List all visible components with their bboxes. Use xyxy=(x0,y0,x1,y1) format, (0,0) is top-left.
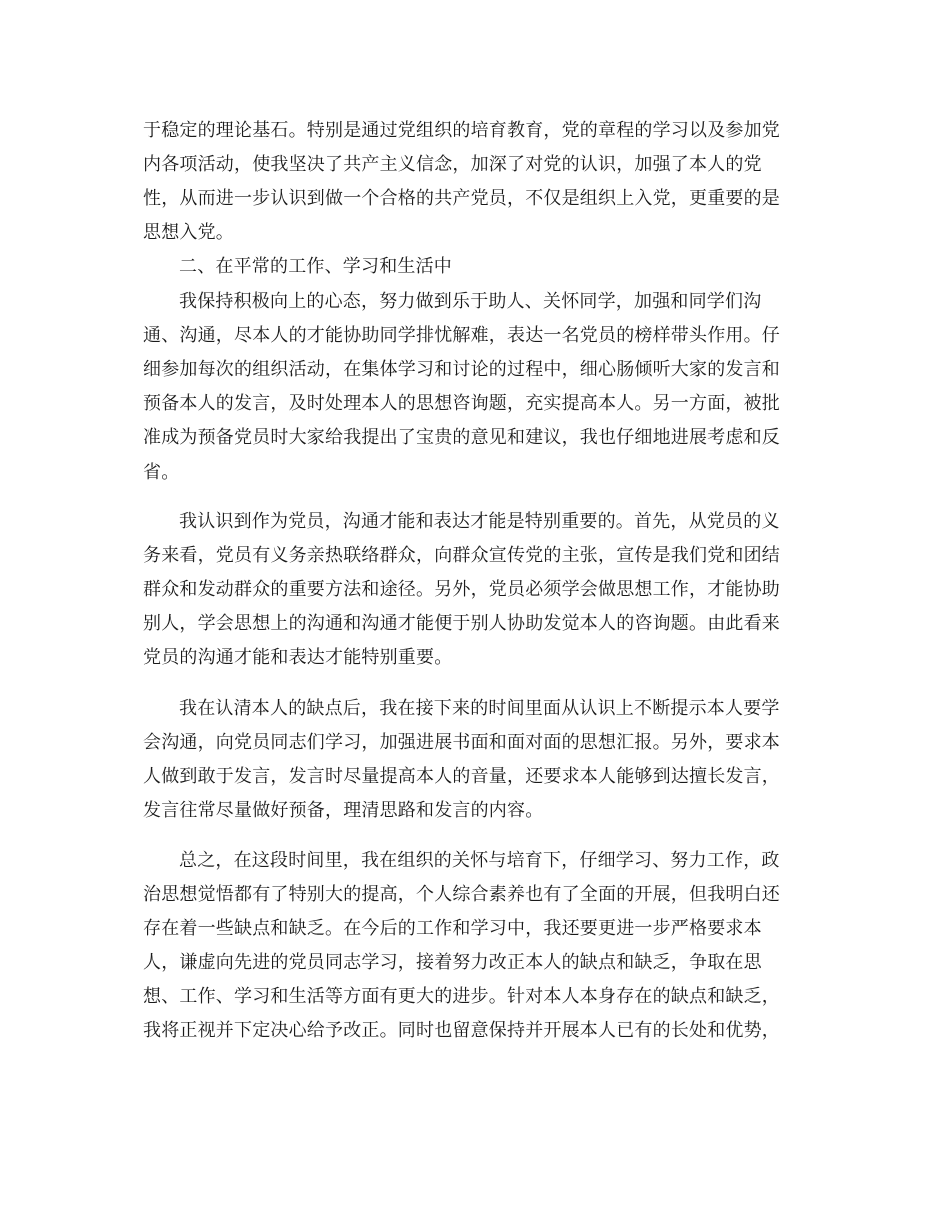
text-line: 群众和发动群众的重要方法和途径。另外，党员必须学会做思想工作，才能协助 xyxy=(143,579,780,600)
text-line: 我将正视并下定决心给予改正。同时也留意保持并开展本人已有的长处和优势， xyxy=(143,1020,780,1041)
text-line: 总之，在这段时间里，我在组织的关怀与培育下，仔细学习、努力工作，政 xyxy=(179,850,780,871)
text-line: 务来看，党员有义务亲热联络群众，向群众宣传党的主张，宣传是我们党和团结 xyxy=(143,545,780,566)
text-line: 于稳定的理论基石。特别是通过党组织的培育教育，党的章程的学习以及参加党 xyxy=(143,120,780,141)
text-line: 治思想觉悟都有了特别大的提高，个人综合素养也有了全面的开展，但我明白还 xyxy=(143,884,780,905)
text-line: 存在着一些缺点和缺乏。在今后的工作和学习中，我还要更进一步严格要求本 xyxy=(143,918,762,939)
text-line: 性，从而进一步认识到做一个合格的共产党员，不仅是组织上入党，更重要的是 xyxy=(143,188,780,209)
section-heading: 二、在平常的工作、学习和生活中 xyxy=(179,256,452,277)
text-line: 人做到敢于发言，发言时尽量提高本人的音量，还要求本人能够到达擅长发言， xyxy=(143,766,780,787)
text-line: 我认识到作为党员，沟通才能和表达才能是特别重要的。首先，从党员的义 xyxy=(179,511,780,532)
text-line: 别人，学会思想上的沟通和沟通才能便于别人协助发觉本人的咨询题。由此看来 xyxy=(143,613,780,634)
text-line: 准成为预备党员时大家给我提出了宝贵的意见和建议，我也仔细地进展考虑和反 xyxy=(143,427,780,448)
text-line: 人，谦虚向先进的党员同志学习，接着努力改正本人的缺点和缺乏，争取在思 xyxy=(143,952,762,973)
text-line: 发言往常尽量做好预备，理清思路和发言的内容。 xyxy=(143,800,544,821)
text-line: 思想入党。 xyxy=(143,222,234,243)
text-line: 内各项活动，使我坚决了共产主义信念，加深了对党的认识，加强了本人的党 xyxy=(143,154,762,175)
text-line: 会沟通，向党员同志们学习，加强进展书面和面对面的思想汇报。另外，要求本 xyxy=(143,732,780,753)
text-line: 想、工作、学习和生活等方面有更大的进步。针对本人本身存在的缺点和缺乏， xyxy=(143,986,780,1007)
text-line: 细参加每次的组织活动，在集体学习和讨论的过程中，细心肠倾听大家的发言和 xyxy=(143,359,780,380)
text-line: 省。 xyxy=(143,462,180,483)
text-line: 我在认清本人的缺点后，我在接下来的时间里面从认识上不断提示本人要学 xyxy=(179,698,780,719)
text-line: 预备本人的发言，及时处理本人的思想咨询题，充实提高本人。另一方面，被批 xyxy=(143,393,780,414)
text-line: 通、沟通，尽本人的才能协助同学排忧解难，表达一名党员的榜样带头作用。仔 xyxy=(143,325,780,346)
text-line: 我保持积极向上的心态，努力做到乐于助人、关怀同学，加强和同学们沟 xyxy=(179,291,762,312)
text-line: 党员的沟通才能和表达才能特别重要。 xyxy=(143,647,453,668)
